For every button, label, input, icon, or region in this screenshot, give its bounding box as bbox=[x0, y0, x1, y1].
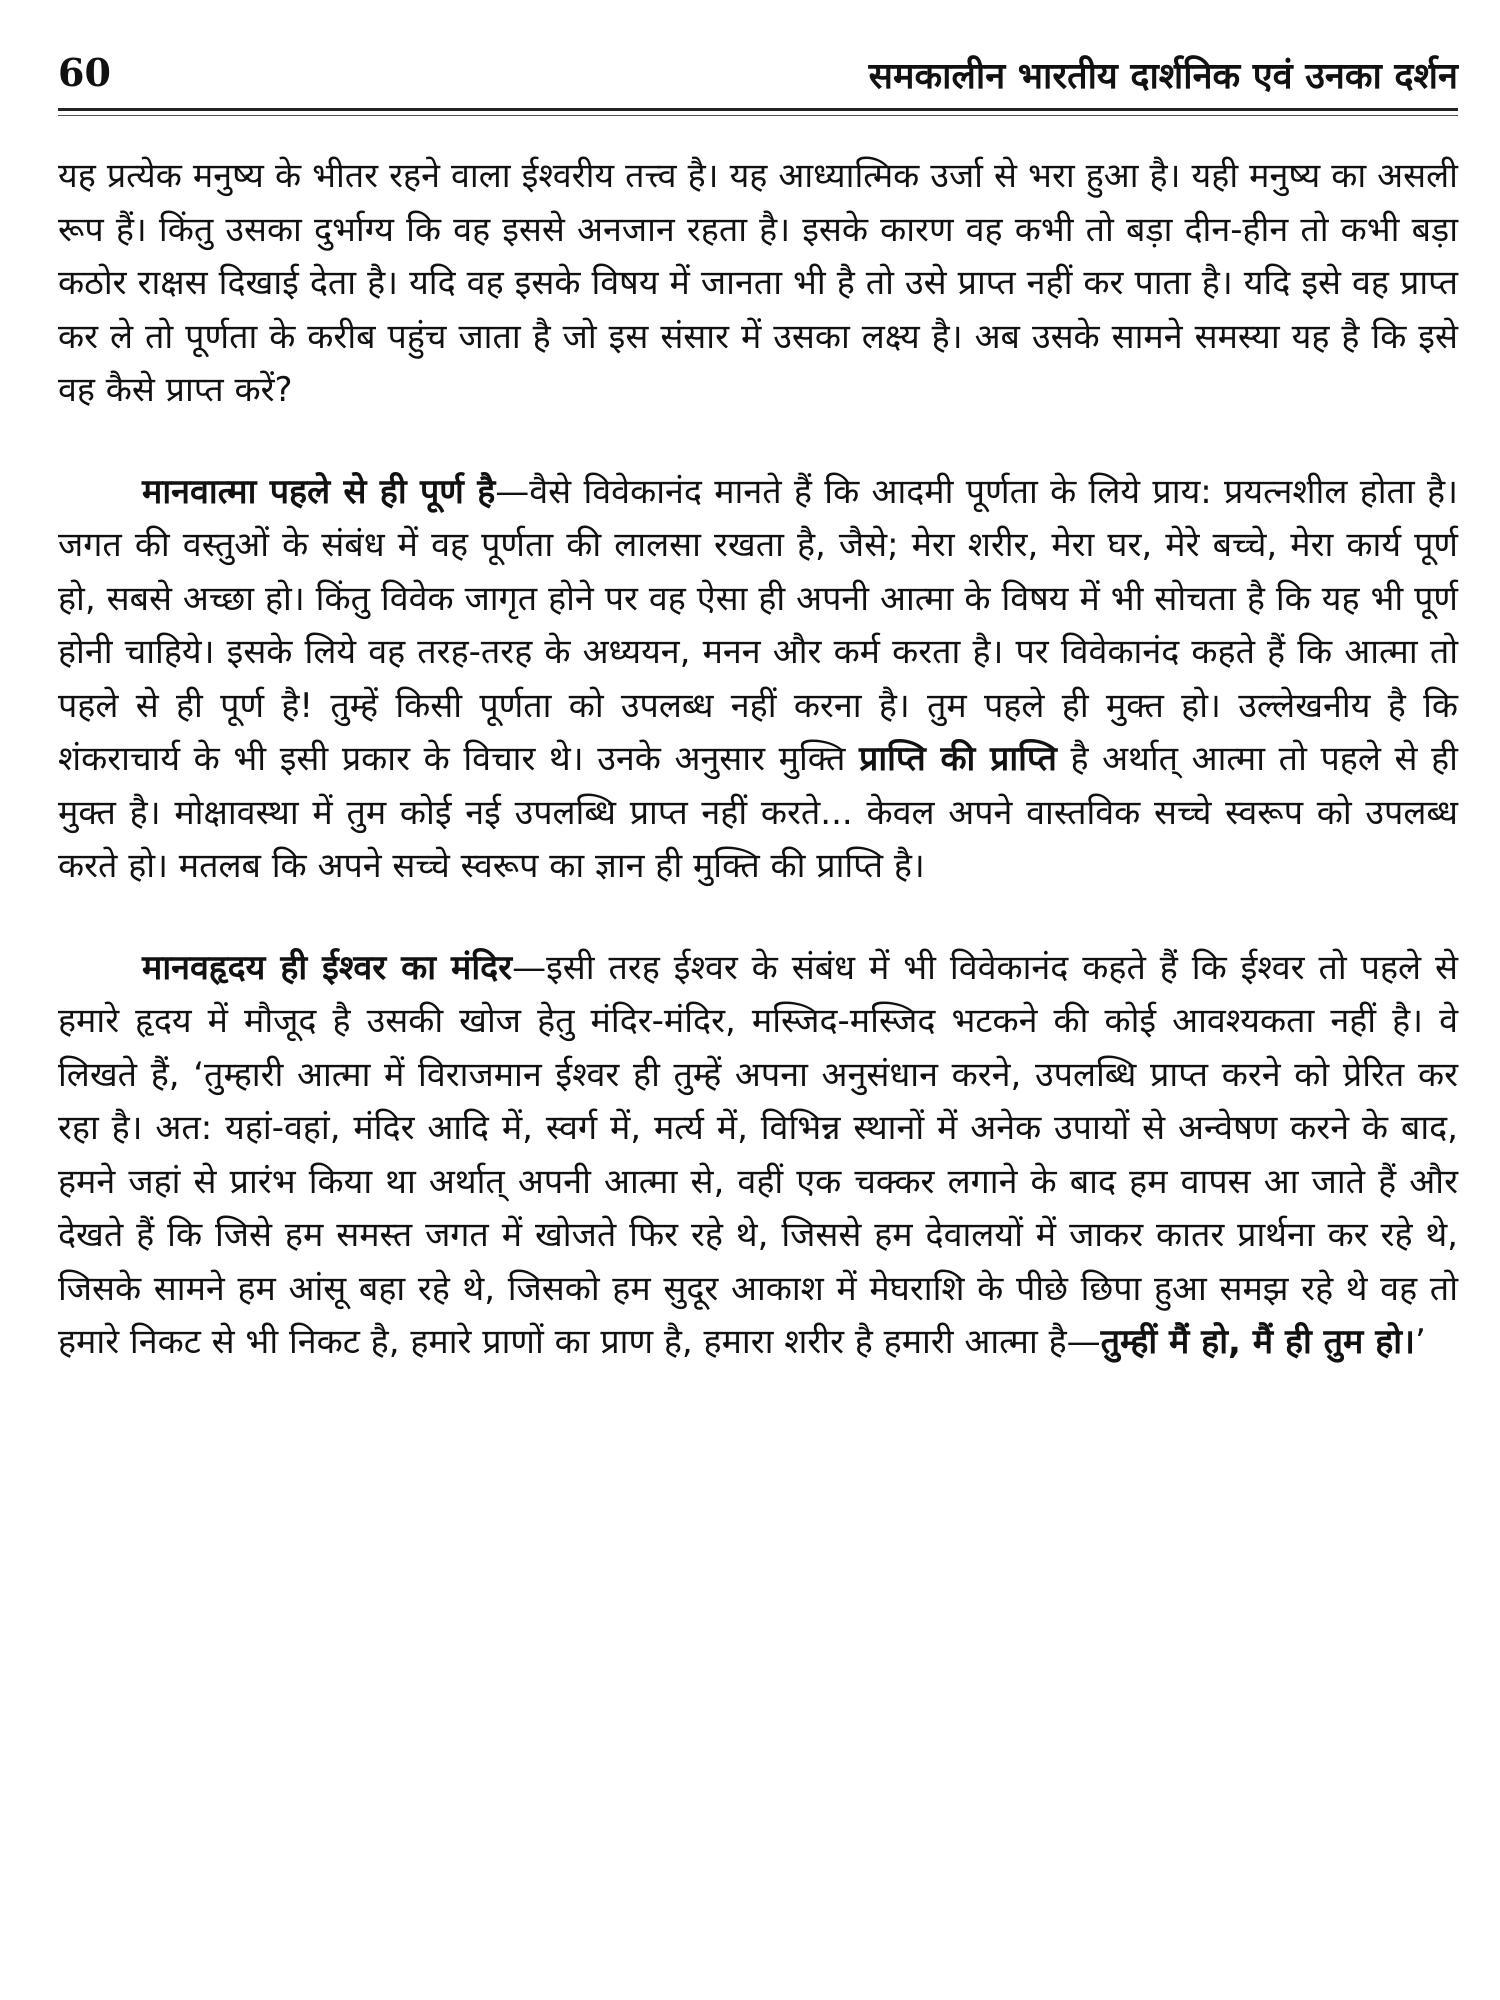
paragraph-3-heading: मानवहृदय ही ईश्वर का मंदिर bbox=[142, 947, 513, 988]
running-title: समकालीन भारतीय दार्शनिक एवं उनका दर्शन bbox=[868, 56, 1458, 97]
paragraph-gap bbox=[58, 894, 1458, 942]
paragraph-2-text-2: है अर्थात् आत्मा तो पहले से ही मुक्त है। मोक्षावस्था में तुम कोई नई उपलब्धि प्राप्त नहीं करते... केवल अपने वास्तविक सच्चे स्वरूप को उपलब्ध करते हो। मतलब कि अपने सच्चे स्वरूप का ज्ञान ही मुक्ति की प्राप्ति है। bbox=[58, 739, 1458, 886]
paragraph-3-text-1: —इसी तरह ईश्वर के संबंध में भी विवेकानंद कहते हैं कि ईश्वर तो पहले से हमारे हृदय में मौजूद है उसकी खोज हेतु मंदिर-मंदिर, मस्जिद-मस्जिद भटकने की कोई आवश्यकता नहीं है। वे लिखते हैं, ‘तुम्हारी आत्मा में विराजमान ईश्वर ही तुम्हें अपना अनुसंधान करने, उपलब्धि प्राप्त करने को प्रेरित कर रहा है। अत: यहां-वहां, मंदिर आदि में, स्वर्ग में, मर्त्य में, विभिन्न स्थानों में अनेक उपायों से अन्वेषण करने के बाद, हमने जहां से प्रारंभ किया था अर्थात् अपनी आत्मा से, वहीं एक चक्कर लगाने के बाद हम वापस आ जाते हैं और देखते हैं कि जिसे हम समस्त जगत में खोजते फिर रहे थे, जिससे हम देवालयों में जाकर कातर प्रार्थना कर रहे थे, जिसके सामने हम आंसू बहा रहे थे, जिसको हम सुदूर आकाश में मेघराशि के पीछे छिपा हुआ समझ रहे थे वह तो हमारे निकट से भी निकट है, हमारे प्राणों का प्राण है, हमारा शरीर है हमारी आत्मा है— bbox=[58, 947, 1458, 1362]
paragraph-2-text-1: —वैसे विवेकानंद मानते हैं कि आदमी पूर्णता के लिये प्राय: प्रयत्नशील होता है। जगत की वस्तुओं के संबंध में वह पूर्णता की लालसा रखता है, जैसे; मेरा शरीर, मेरा घर, मेरे बच्चे, मेरा कार्य पूर्ण हो, सबसे अच्छा हो। किंतु विवेक जागृत होने पर वह ऐसा ही अपनी आत्मा के विषय में भी सोचता है कि यह भी पूर्ण होनी चाहिये। इसके लिये वह तरह-तरह के अध्ययन, मनन और कर्म करता है। पर विवेकानंद कहते हैं कि आत्मा तो पहले से ही पूर्ण है! तुम्हें किसी पूर्णता को उपलब्ध नहीं करना है। तुम पहले ही मुक्त हो। उल्लेखनीय है कि शंकराचार्य के भी इसी प्रकार के विचार थे। उनके अनुसार मुक्ति bbox=[58, 471, 1458, 779]
paragraph-2-bold-phrase: प्राप्ति की प्राप्ति bbox=[858, 739, 1057, 779]
body-text bbox=[58, 150, 1458, 1370]
paragraph-3-text-2: ’ bbox=[1414, 1322, 1426, 1362]
paragraph-1-text: यह प्रत्येक मनुष्य के भीतर रहने वाला ईश्वरीय तत्त्व है। यह आध्यात्मिक उर्जा से भरा हुआ है। यही मनुष्य का असली रूप हैं। किंतु उसका दुर्भाग्य कि वह इससे अनजान रहता है। इसके कारण वह कभी तो बड़ा दीन-हीन तो कभी बड़ा कठोर राक्षस दिखाई देता है। यदि वह इसके विषय में जानता भी है तो उसे प्राप्त नहीं कर पाता है। यदि इसे वह प्राप्त कर ले तो पूर्णता के करीब पहुंच जाता है जो इस संसार में उसका लक्ष्य है। अब उसके सामने समस्या यह है कि इसे वह कैसे प्राप्त करें? bbox=[58, 156, 1458, 410]
paragraph-gap bbox=[58, 418, 1458, 466]
paragraph-3 bbox=[58, 942, 1458, 1370]
page-header bbox=[58, 50, 1458, 100]
header-rule-thick bbox=[58, 108, 1458, 111]
paragraph-3-bold-phrase: तुम्हीं मैं हो, मैं ही तुम हो। bbox=[1100, 1322, 1415, 1362]
paragraph-2 bbox=[58, 466, 1458, 894]
paragraph-2-heading: मानवात्मा पहले से ही पूर्ण है bbox=[142, 471, 496, 512]
header-rule-thin bbox=[58, 115, 1458, 116]
page-number: 60 bbox=[58, 50, 111, 95]
paragraph-1 bbox=[58, 150, 1458, 418]
